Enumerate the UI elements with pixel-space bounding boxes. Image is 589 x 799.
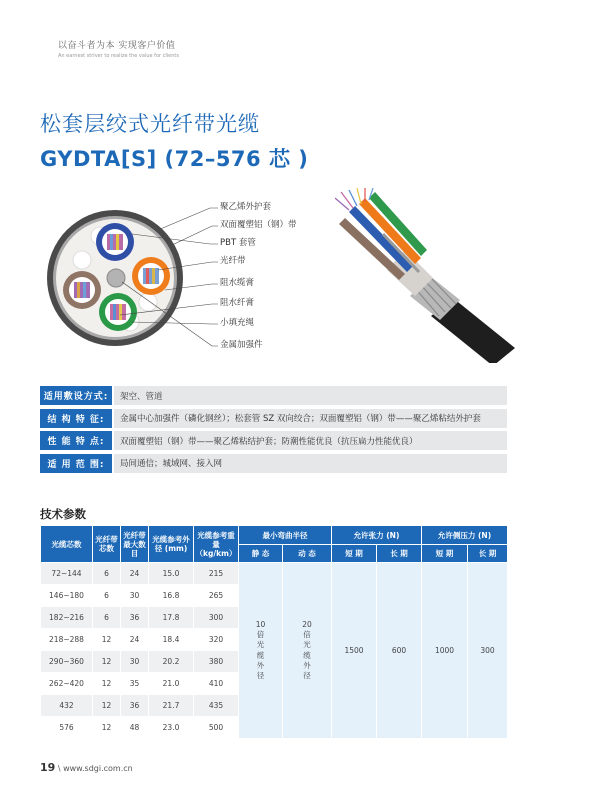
cell-cores: 290~360 xyxy=(41,651,93,673)
footer-url: \ www.sdgi.com.cn xyxy=(57,764,133,773)
dynamic-bend-text: 20 倍 光 缆 外 径 xyxy=(302,620,312,680)
page-title: 松套层绞式光纤带光缆 xyxy=(40,112,260,136)
cell-weight: 435 xyxy=(194,695,239,717)
label-filler-rope: 小填充绳 xyxy=(220,318,255,328)
cell-diameter: 18.4 xyxy=(149,629,194,651)
header-static: 静 态 xyxy=(239,545,283,563)
cell-ribbon: 12 xyxy=(93,673,121,695)
cell-cores: 182~216 xyxy=(41,607,93,629)
cell-diameter: 15.0 xyxy=(149,563,194,585)
cell-cores: 146~180 xyxy=(41,585,93,607)
header-tension-short: 短 期 xyxy=(332,545,377,563)
header-tension-long: 长 期 xyxy=(377,545,422,563)
header-crush: 允许侧压力 (N) xyxy=(422,526,508,545)
cell-ribbon: 6 xyxy=(93,585,121,607)
cell-static-bend xyxy=(239,563,283,739)
cell-weight: 215 xyxy=(194,563,239,585)
cell-ribbon: 12 xyxy=(93,651,121,673)
property-value: 局间通信；城域网、接入网 xyxy=(114,454,507,473)
cell-ribbon: 12 xyxy=(93,695,121,717)
label-coated-tape: 双面覆塑铝（钢）带 xyxy=(220,220,297,230)
model-title: GYDTA[S] (72–576 芯 ) xyxy=(40,147,309,171)
tube-brown xyxy=(63,271,101,309)
page-footer xyxy=(40,761,133,774)
page-number: 19 xyxy=(40,761,56,774)
cross-section-svg xyxy=(40,190,340,370)
property-list xyxy=(40,386,507,476)
property-row-performance xyxy=(40,431,507,450)
cell-ribbon: 6 xyxy=(93,607,121,629)
cell-tension-short: 1500 xyxy=(332,563,377,739)
header-max-ribbons: 光纤带最大数目 xyxy=(121,526,149,563)
tube-orange xyxy=(132,257,170,295)
cell-weight: 320 xyxy=(194,629,239,651)
label-pbt-tube: PBT 套管 xyxy=(220,238,256,248)
cable-photo xyxy=(335,188,535,363)
cell-crush-short: 1000 xyxy=(422,563,468,739)
header-dynamic: 动 态 xyxy=(283,545,332,563)
tube-green xyxy=(99,293,137,331)
cell-max: 24 xyxy=(121,563,149,585)
header-ref-weight: 光缆参考重量（kg/km） xyxy=(194,526,239,563)
property-label: 适用敷设方式: xyxy=(40,386,112,405)
header-ribbon-cores: 光纤带芯数 xyxy=(93,526,121,563)
cell-diameter: 16.8 xyxy=(149,585,194,607)
property-value: 架空、管道 xyxy=(114,386,507,405)
property-row-installation xyxy=(40,386,507,405)
cell-ribbon: 12 xyxy=(93,717,121,739)
label-fiber-gel: 阻水纤膏 xyxy=(220,298,255,308)
cell-max: 30 xyxy=(121,585,149,607)
static-bend-text: 10 倍 光 缆 外 径 xyxy=(255,620,266,680)
cell-diameter: 20.2 xyxy=(149,651,194,673)
cell-max: 36 xyxy=(121,607,149,629)
table-row xyxy=(41,563,508,585)
property-label: 结 构 特 征: xyxy=(40,409,112,428)
spec-table xyxy=(40,525,508,739)
cell-max: 35 xyxy=(121,673,149,695)
header-crush-long: 长 期 xyxy=(468,545,508,563)
central-strength-member-shape xyxy=(107,269,125,287)
cell-max: 36 xyxy=(121,695,149,717)
cell-cores: 72~144 xyxy=(41,563,93,585)
cell-ribbon: 6 xyxy=(93,563,121,585)
cable-cross-section-diagram xyxy=(40,190,340,370)
slogan-en: An earnest striver to realize the value for clients xyxy=(58,53,179,59)
cell-dynamic-bend xyxy=(283,563,332,739)
slogan-cn: 以奋斗者为本 实现客户价值 xyxy=(58,41,176,51)
cell-weight: 300 xyxy=(194,607,239,629)
header-tension: 允许张力 (N) xyxy=(332,526,422,545)
header-crush-short: 短 期 xyxy=(422,545,468,563)
property-label: 适 用 范 围: xyxy=(40,454,112,473)
label-fiber-ribbon: 光纤带 xyxy=(220,256,246,266)
cell-ribbon: 12 xyxy=(93,629,121,651)
cell-cores: 262~420 xyxy=(41,673,93,695)
header-ref-diameter: 光缆参考外径 (mm) xyxy=(149,526,194,563)
cell-diameter: 21.0 xyxy=(149,673,194,695)
property-label: 性 能 特 点: xyxy=(40,431,112,450)
header-core-count: 光缆芯数 xyxy=(41,526,93,563)
cell-diameter: 17.8 xyxy=(149,607,194,629)
cell-diameter: 23.0 xyxy=(149,717,194,739)
section-title-spec: 技术参数 xyxy=(40,507,86,521)
header-slogan xyxy=(58,38,179,59)
cell-weight: 500 xyxy=(194,717,239,739)
property-value: 双面覆塑铝（钢）带——聚乙烯粘结护套；防潮性能优良（抗压扁力性能优良） xyxy=(114,431,507,450)
label-strength-member: 金属加强件 xyxy=(220,340,263,350)
cell-max: 48 xyxy=(121,717,149,739)
cell-cores: 432 xyxy=(41,695,93,717)
cell-cores: 576 xyxy=(41,717,93,739)
property-row-structure xyxy=(40,409,507,428)
cell-crush-long: 300 xyxy=(468,563,508,739)
header-min-bend: 最小弯曲半径 xyxy=(239,526,332,545)
cell-max: 30 xyxy=(121,651,149,673)
tube-blue xyxy=(96,223,134,261)
cell-weight: 410 xyxy=(194,673,239,695)
cell-diameter: 21.7 xyxy=(149,695,194,717)
label-cable-compound: 阻水缆膏 xyxy=(220,278,255,288)
property-row-application xyxy=(40,454,507,473)
cell-tension-long: 600 xyxy=(377,563,422,739)
cell-weight: 265 xyxy=(194,585,239,607)
cell-cores: 218~288 xyxy=(41,629,93,651)
property-value: 金属中心加强件（磷化钢丝）；松套管 SZ 双向绞合；双面覆塑铝（钢）带——聚乙烯粘结外护套 xyxy=(114,409,507,428)
cell-weight: 380 xyxy=(194,651,239,673)
cable-photo-svg xyxy=(335,188,535,363)
cell-max: 24 xyxy=(121,629,149,651)
label-outer-sheath: 聚乙烯外护套 xyxy=(220,202,272,212)
